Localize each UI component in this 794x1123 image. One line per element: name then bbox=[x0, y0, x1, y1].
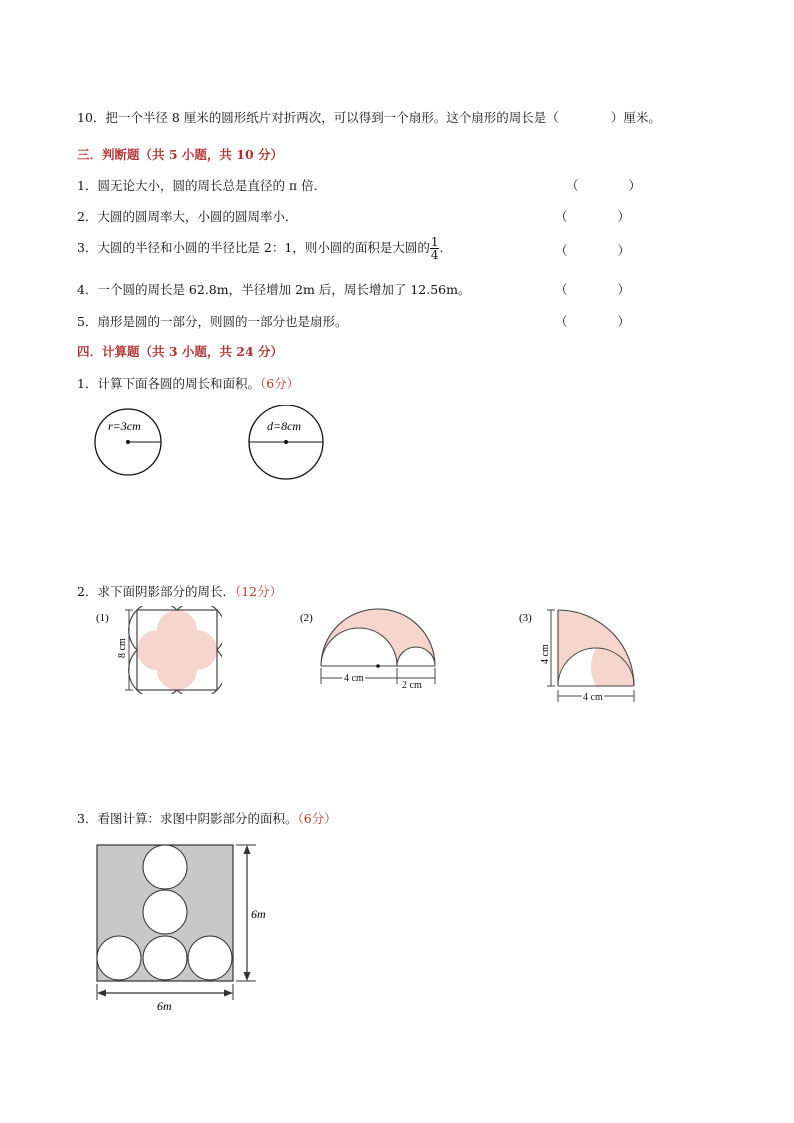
section-3-title: 三．判断题（共 5 小题，共 10 分） bbox=[77, 147, 284, 162]
circles-figure bbox=[90, 405, 390, 485]
judge-item-5: 5．扇形是圆的一部分，则圆的一部分也是扇形。 bbox=[77, 314, 348, 329]
calc-3-score: （6分） bbox=[297, 811, 337, 826]
side-label: 6m bbox=[251, 907, 266, 921]
circle-2-label: d=8cm bbox=[267, 419, 302, 433]
judge-answer-5[interactable]: （ ） bbox=[555, 314, 631, 329]
circle-radius-3 bbox=[95, 409, 161, 475]
circle-diameter-8 bbox=[249, 405, 323, 479]
figure-3-dim1: 4 cm bbox=[540, 644, 551, 664]
judge-item-1: 1．圆无论大小，圆的周长总是直径的 π 倍． bbox=[77, 178, 327, 193]
fraction-one-quarter: $\frac{1}{4}$ bbox=[430, 235, 439, 262]
judge-answer-3[interactable]: （ ） bbox=[555, 243, 631, 258]
judge-answer-1[interactable]: （ ） bbox=[566, 178, 642, 193]
figure-2-semicircles bbox=[296, 606, 446, 691]
calc-2-score: （12分） bbox=[234, 584, 283, 599]
figure-2-dim2: 2 cm bbox=[402, 680, 422, 691]
calc-3-prompt: 3．看图计算：求图中阴影部分的面积。（6分） bbox=[77, 811, 337, 826]
figure-circles-in-square bbox=[90, 838, 280, 1018]
figure-2-dim1: 4 cm bbox=[344, 673, 364, 684]
figure-1-flower bbox=[92, 606, 222, 694]
q10 bbox=[77, 108, 661, 126]
judge-item-2: 2．大圆的圆周率大，小圆的圆周率小． bbox=[77, 209, 298, 224]
judge-item-3: 3．大圆的半径和小圆的半径比是 2：1，则小圆的面积是大圆的 $\frac{1}{4}$ ． bbox=[77, 235, 452, 262]
bottom-label: 6m bbox=[157, 999, 172, 1013]
judge-answer-4[interactable]: （ ） bbox=[555, 282, 631, 297]
figure-1-number: (1) bbox=[96, 612, 109, 624]
figure-3-number: (3) bbox=[519, 612, 532, 624]
circle-1-label: r=3cm bbox=[108, 419, 141, 433]
figure-3-dim2: 4 cm bbox=[583, 692, 603, 703]
q10-text: 10．把一个半径 8 厘米的圆形纸片对折两次，可以得到一个扇形。这个扇形的周长是（ bbox=[77, 110, 559, 125]
section-4-title: 四．计算题（共 3 小题，共 24 分） bbox=[77, 344, 284, 359]
judge-item-3-text: 3．大圆的半径和小圆的半径比是 2：1，则小圆的面积是大圆的 bbox=[77, 240, 430, 255]
figure-3-quarter-circle bbox=[515, 606, 650, 706]
figure-2-number: (2) bbox=[300, 612, 313, 624]
calc-1-prompt: 1．计算下面各圆的周长和面积。（6分） bbox=[77, 376, 300, 391]
judge-answer-2[interactable]: （ ） bbox=[555, 209, 631, 224]
calc-1-score: （6分） bbox=[259, 376, 300, 391]
judge-item-4: 4．一个圆的周长是 62.8m，半径增加 2m 后，周长增加了 12.56m。 bbox=[77, 282, 471, 297]
figure-1-dim: 8 cm bbox=[117, 638, 128, 658]
q10-unit: ）厘米。 bbox=[610, 110, 661, 125]
calc-2-prompt: 2．求下面阴影部分的周长．（12分） bbox=[77, 584, 283, 599]
